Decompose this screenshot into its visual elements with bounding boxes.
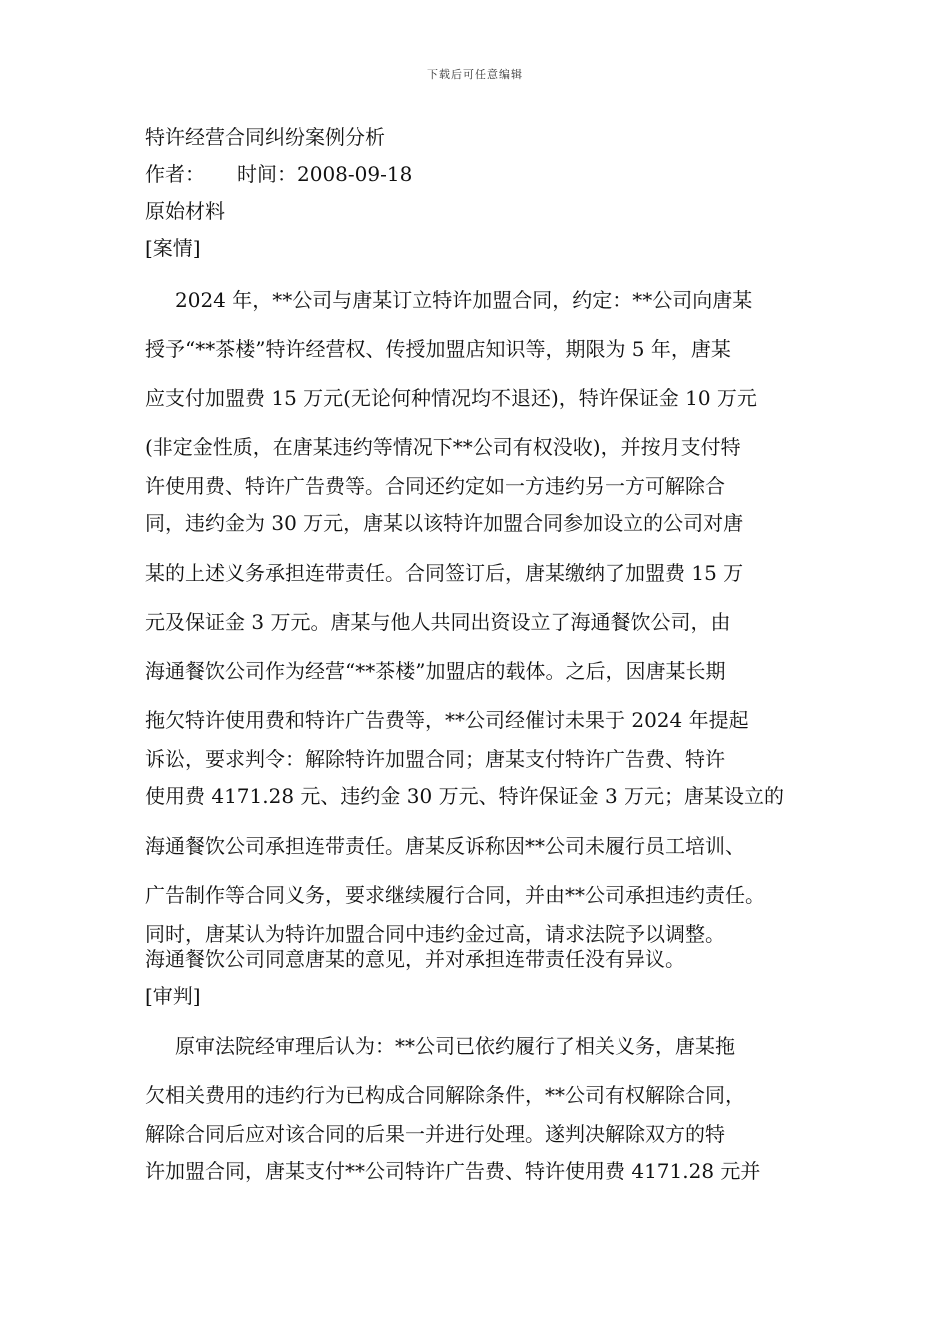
case-paragraph-line: 同时，唐某认为特许加盟合同中违约金过高，请求法院予以调整。: [145, 922, 725, 946]
document-title: 特许经营合同纠纷案例分析: [145, 125, 385, 149]
case-paragraph-line: 广告制作等合同义务，要求继续履行合同，并由**公司承担违约责任。: [145, 883, 765, 907]
judgment-paragraph-line: 欠相关费用的违约行为已构成合同解除条件，**公司有权解除合同，: [145, 1083, 745, 1107]
source-label: 原始材料: [145, 199, 225, 223]
case-paragraph-line: 拖欠特许使用费和特许广告费等，**公司经催讨未果于 2024 年提起: [145, 708, 749, 732]
case-paragraph-line: 2024 年，**公司与唐某订立特许加盟合同，约定：**公司向唐某: [175, 288, 753, 312]
case-paragraph-line: 使用费 4171.28 元、违约金 30 万元、特许保证金 3 万元；唐某设立的: [145, 784, 785, 808]
section-judgment-heading: [审判]: [145, 984, 201, 1008]
author-time-line: [145, 162, 412, 186]
time-label: 时间：2008-09-18: [237, 162, 413, 186]
judgment-paragraph-line: 解除合同后应对该合同的后果一并进行处理。遂判决解除双方的特: [145, 1122, 725, 1146]
author-label: 作者：: [145, 162, 205, 186]
case-paragraph-line: 海通餐饮公司同意唐某的意见，并对承担连带责任没有异议。: [145, 947, 685, 971]
case-paragraph-line: 元及保证金 3 万元。唐某与他人共同出资设立了海通餐饮公司，由: [145, 610, 731, 634]
judgment-paragraph-line: 原审法院经审理后认为：**公司已依约履行了相关义务，唐某拖: [175, 1034, 735, 1058]
page-header: 下载后可任意编辑: [427, 68, 523, 81]
case-paragraph-line: 同，违约金为 30 万元，唐某以该特许加盟合同参加设立的公司对唐: [145, 511, 744, 535]
case-paragraph-line: 某的上述义务承担连带责任。合同签订后，唐某缴纳了加盟费 15 万: [145, 561, 744, 585]
case-paragraph-line: 诉讼，要求判令：解除特许加盟合同；唐某支付特许广告费、特许: [145, 747, 725, 771]
judgment-paragraph-line: 许加盟合同，唐某支付**公司特许广告费、特许使用费 4171.28 元并: [145, 1159, 761, 1183]
case-paragraph-line: 海通餐饮公司作为经营“**茶楼”加盟店的载体。之后，因唐某长期: [145, 659, 726, 683]
section-case-heading: [案情]: [145, 236, 201, 260]
case-paragraph-line: 授予“**茶楼”特许经营权、传授加盟店知识等，期限为 5 年，唐某: [145, 337, 731, 361]
case-paragraph-line: 应支付加盟费 15 万元(无论何种情况均不退还)，特许保证金 10 万元: [145, 386, 757, 410]
case-paragraph-line: 海通餐饮公司承担连带责任。唐某反诉称因**公司未履行员工培训、: [145, 834, 745, 858]
case-paragraph-line: (非定金性质，在唐某违约等情况下**公司有权没收)，并按月支付特: [145, 435, 741, 459]
case-paragraph-line: 许使用费、特许广告费等。合同还约定如一方违约另一方可解除合: [145, 474, 725, 498]
